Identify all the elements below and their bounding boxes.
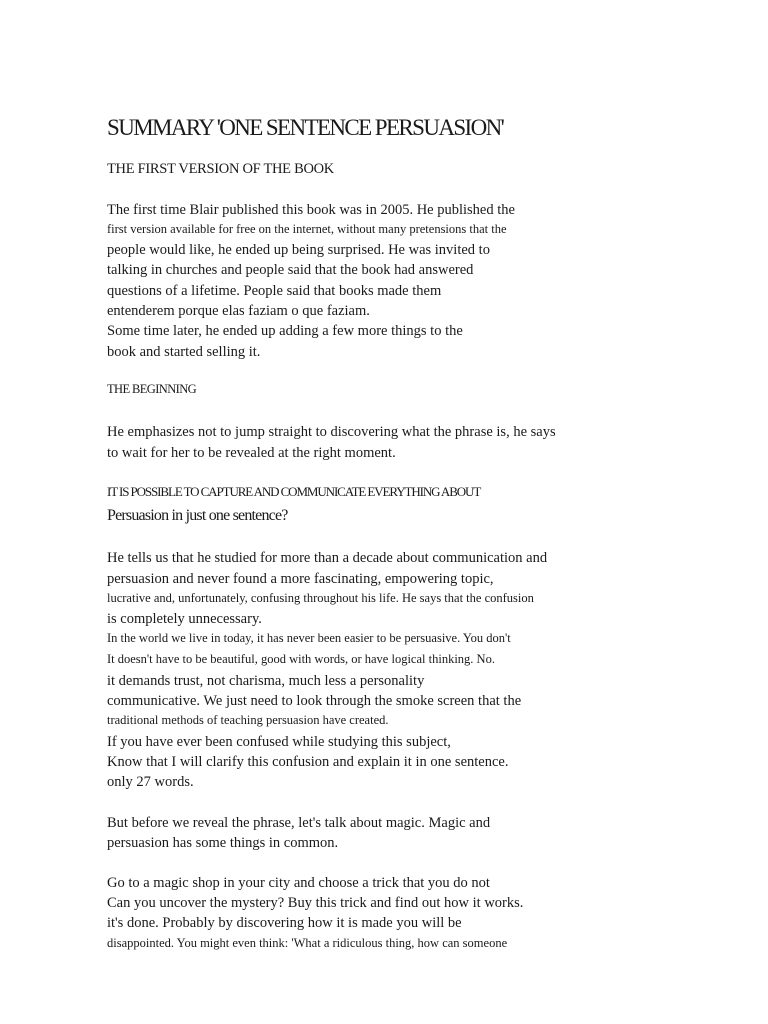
paragraph-line: it demands trust, not charisma, much less a personality — [107, 673, 425, 689]
section-heading-first-version: THE FIRST VERSION OF THE BOOK — [107, 161, 334, 177]
section-heading-beginning: THE BEGINNING — [107, 382, 197, 396]
paragraph-line: Know that I will clarify this confusion and explain it in one sentence. — [107, 754, 509, 770]
paragraph-line: it's done. Probably by discovering how it is made you will be — [107, 915, 462, 931]
paragraph-line: only 27 words. — [107, 774, 194, 790]
paragraph-line: to wait for her to be revealed at the right moment. — [107, 445, 396, 461]
paragraph-line: But before we reveal the phrase, let's talk about magic. Magic and — [107, 815, 491, 831]
paragraph-line: If you have ever been confused while studying this subject, — [107, 734, 451, 750]
section-subheading: Persuasion in just one sentence? — [107, 507, 288, 524]
document-title: SUMMARY 'ONE SENTENCE PERSUASION' — [107, 115, 504, 140]
paragraph-line: It doesn't have to be beautiful, good with words, or have logical thinking. No. — [107, 652, 495, 666]
paragraph-line: lucrative and, unfortunately, confusing throughout his life. He says that the confusion — [107, 591, 534, 605]
paragraph-line: book and started selling it. — [107, 344, 261, 360]
paragraph-line: traditional methods of teaching persuasion have created. — [107, 713, 389, 727]
paragraph-line: talking in churches and people said that the book had answered — [107, 262, 474, 278]
paragraph-line: persuasion and never found a more fascinating, empowering topic, — [107, 571, 494, 587]
paragraph-line: Go to a magic shop in your city and choose a trick that you do not — [107, 875, 490, 891]
paragraph-line: He emphasizes not to jump straight to discovering what the phrase is, he says — [107, 424, 556, 440]
paragraph-line: communicative. We just need to look through the smoke screen that the — [107, 693, 522, 709]
section-heading-capture: IT IS POSSIBLE TO CAPTURE AND COMMUNICATE EVERYTHING ABOUT — [107, 484, 481, 499]
paragraph-line: people would like, he ended up being surprised. He was invited to — [107, 242, 490, 258]
paragraph-line: Some time later, he ended up adding a few more things to the — [107, 323, 463, 339]
paragraph-line: questions of a lifetime. People said that books made them — [107, 283, 442, 299]
paragraph-line: The first time Blair published this book was in 2005. He published the — [107, 202, 515, 218]
paragraph-line: entenderem porque elas faziam o que faziam. — [107, 303, 370, 319]
paragraph-line: Can you uncover the mystery? Buy this trick and find out how it works. — [107, 895, 524, 911]
paragraph-line: disappointed. You might even think: 'What a ridiculous thing, how can someone — [107, 936, 508, 950]
paragraph-line: first version available for free on the internet, without many pretensions that the — [107, 222, 507, 236]
paragraph-line: is completely unnecessary. — [107, 611, 262, 627]
paragraph-line: He tells us that he studied for more than a decade about communication and — [107, 550, 548, 566]
paragraph-line: In the world we live in today, it has never been easier to be persuasive. You don't — [107, 631, 511, 645]
paragraph-line: persuasion has some things in common. — [107, 835, 339, 851]
